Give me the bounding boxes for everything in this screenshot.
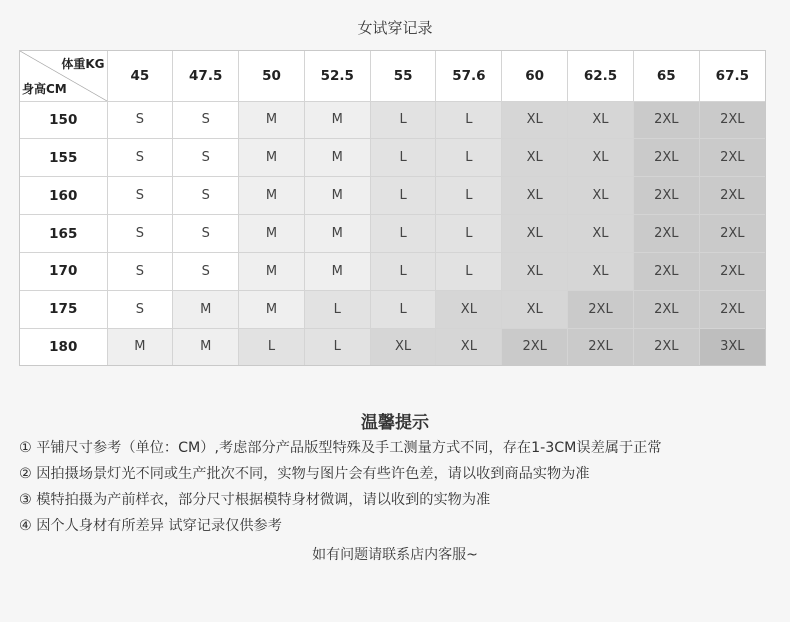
tip-item: ③ 模特拍摄为产前样衣，部分尺寸根据模特身材微调，请以收到的实物为准 (19, 492, 491, 508)
size-cell: S (173, 139, 239, 177)
size-cell: 2XL (633, 177, 699, 215)
size-cell: XL (502, 215, 568, 253)
size-cell: L (370, 290, 436, 328)
size-cell: S (107, 252, 173, 290)
size-cell: M (239, 101, 305, 139)
weight-header: 62.5 (568, 51, 634, 101)
table-row (20, 328, 765, 365)
size-cell: M (239, 252, 305, 290)
table-row (20, 101, 765, 139)
weight-header: 55 (370, 51, 436, 101)
table-row (20, 139, 765, 177)
size-cell: S (173, 215, 239, 253)
size-cell: 2XL (699, 177, 765, 215)
tip-item: ① 平铺尺寸参考（单位：CM）,考虑部分产品版型特殊及手工测量方式不同，存在1-3CM误差属于正常 (19, 440, 662, 456)
height-header: 165 (20, 215, 107, 253)
size-cell: 2XL (502, 328, 568, 365)
size-cell: M (239, 177, 305, 215)
size-cell: S (173, 101, 239, 139)
weight-header: 67.5 (699, 51, 765, 101)
size-cell: S (173, 177, 239, 215)
size-cell: XL (502, 252, 568, 290)
tip-item: ② 因拍摄场景灯光不同或生产批次不同，实物与图片会有些许色差，请以收到商品实物为准 (19, 466, 590, 482)
size-cell: 2XL (633, 290, 699, 328)
size-cell: L (436, 215, 502, 253)
size-cell: 2XL (699, 139, 765, 177)
size-cell: XL (436, 328, 502, 365)
size-cell: M (304, 139, 370, 177)
size-cell: M (239, 215, 305, 253)
size-cell: XL (436, 290, 502, 328)
size-cell: L (304, 328, 370, 365)
size-cell: XL (568, 177, 634, 215)
weight-header: 47.5 (173, 51, 239, 101)
size-cell: 3XL (699, 328, 765, 365)
size-cell: L (239, 328, 305, 365)
height-header: 175 (20, 290, 107, 328)
size-cell: M (304, 177, 370, 215)
size-cell: XL (568, 252, 634, 290)
tip-item: ④ 因个人身材有所差异 试穿记录仅供参考 (19, 518, 282, 534)
weight-header: 45 (107, 51, 173, 101)
size-cell: M (239, 290, 305, 328)
size-cell: L (436, 177, 502, 215)
weight-header: 60 (502, 51, 568, 101)
size-cell: M (173, 328, 239, 365)
weight-header: 50 (239, 51, 305, 101)
size-cell: 2XL (699, 252, 765, 290)
size-cell: XL (502, 290, 568, 328)
contact-note: 如有问题请联系店内客服~ (312, 547, 478, 563)
tips-title: 温馨提示 (361, 413, 429, 433)
size-cell: 2XL (633, 101, 699, 139)
size-cell: XL (502, 101, 568, 139)
size-cell: XL (568, 101, 634, 139)
table-row (20, 252, 765, 290)
table-row (20, 177, 765, 215)
size-cell: L (370, 252, 436, 290)
height-header: 160 (20, 177, 107, 215)
corner-header (20, 51, 107, 101)
size-cell: M (304, 215, 370, 253)
size-cell: L (370, 139, 436, 177)
size-cell: XL (502, 177, 568, 215)
size-cell: 2XL (568, 328, 634, 365)
size-cell: 2XL (568, 290, 634, 328)
weight-header: 65 (633, 51, 699, 101)
size-cell: M (239, 139, 305, 177)
size-cell: XL (502, 139, 568, 177)
height-axis-label: 身高CM (22, 81, 67, 96)
size-cell: M (304, 252, 370, 290)
size-cell: 2XL (633, 139, 699, 177)
size-cell: XL (568, 139, 634, 177)
size-cell: L (370, 177, 436, 215)
height-header: 170 (20, 252, 107, 290)
size-cell: L (436, 252, 502, 290)
weight-header: 57.6 (436, 51, 502, 101)
size-cell: L (436, 101, 502, 139)
size-cell: L (436, 139, 502, 177)
weight-axis-label: 体重KG (61, 57, 105, 71)
header-row (20, 51, 765, 101)
size-cell: M (173, 290, 239, 328)
size-table-container (19, 50, 766, 366)
size-cell: 2XL (633, 328, 699, 365)
size-cell: L (370, 215, 436, 253)
height-header: 150 (20, 101, 107, 139)
size-cell: S (107, 139, 173, 177)
size-cell: M (107, 328, 173, 365)
size-cell: XL (568, 215, 634, 253)
height-header: 155 (20, 139, 107, 177)
size-cell: 2XL (699, 290, 765, 328)
height-header: 180 (20, 328, 107, 365)
size-cell: XL (370, 328, 436, 365)
size-cell: M (304, 101, 370, 139)
size-cell: S (173, 252, 239, 290)
size-cell: 2XL (633, 215, 699, 253)
size-cell: S (107, 290, 173, 328)
size-cell: S (107, 101, 173, 139)
size-cell: 2XL (699, 215, 765, 253)
size-cell: 2XL (633, 252, 699, 290)
weight-header: 52.5 (304, 51, 370, 101)
size-table (20, 51, 765, 365)
size-cell: 2XL (699, 101, 765, 139)
size-cell: L (304, 290, 370, 328)
size-cell: L (370, 101, 436, 139)
size-cell: S (107, 177, 173, 215)
size-cell: S (107, 215, 173, 253)
tips-list (19, 439, 784, 543)
table-row (20, 290, 765, 328)
table-row (20, 215, 765, 253)
page-title: 女试穿记录 (357, 19, 433, 37)
